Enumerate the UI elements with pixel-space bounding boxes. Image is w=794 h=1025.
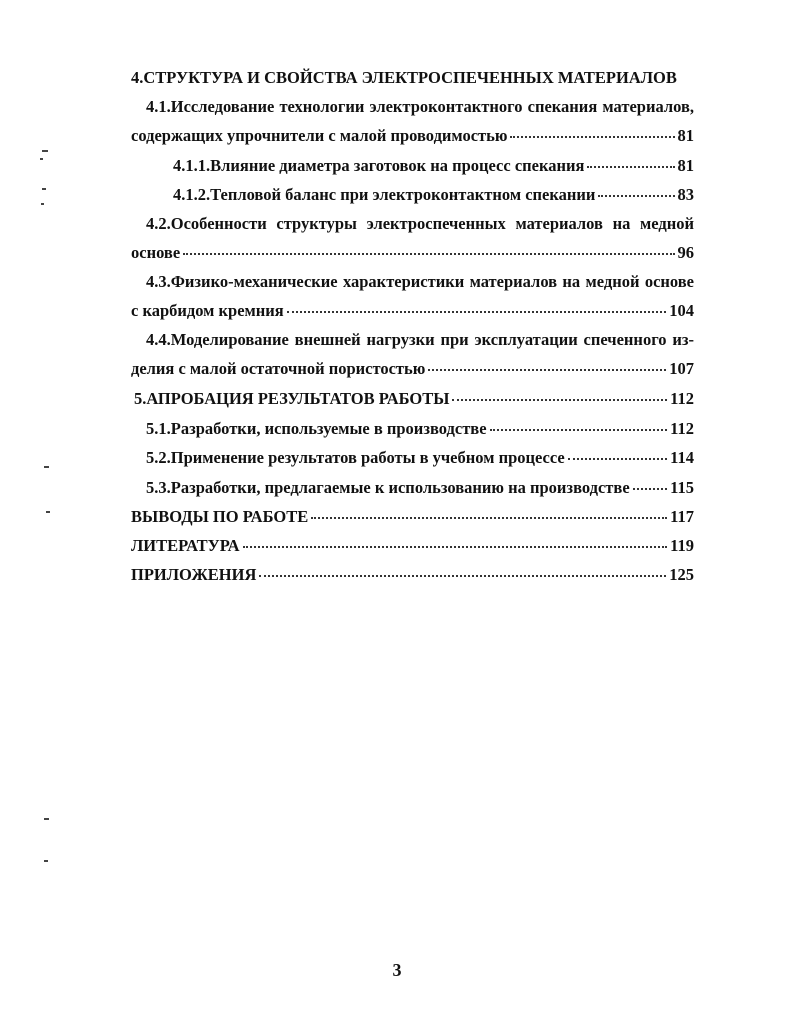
toc-page-number: 115 — [670, 478, 694, 497]
leader-dots — [183, 252, 674, 255]
toc-page-number: 96 — [677, 243, 694, 262]
section-4-heading: 4.СТРУКТУРА И СВОЙСТВА ЭЛЕКТРОСПЕЧЕННЫХ МАТЕРИАЛОВ — [131, 68, 677, 87]
toc-entry-5 — [134, 389, 694, 409]
toc-page-number: 112 — [670, 389, 694, 408]
leader-dots — [311, 516, 667, 519]
toc-page-number: 104 — [669, 301, 694, 320]
scan-mark — [44, 860, 48, 862]
scan-mark — [40, 158, 43, 160]
toc-entry-literature — [131, 536, 694, 556]
page-number: 3 — [392, 960, 402, 980]
leader-dots — [243, 545, 668, 548]
toc-4-3-line1: 4.3.Физико-механические характеристики материалов на медной основе — [146, 272, 694, 291]
toc-page-number: 125 — [669, 565, 694, 584]
leader-dots — [510, 135, 674, 138]
toc-page-number: 107 — [669, 359, 694, 378]
toc-entry-5-1 — [146, 419, 694, 439]
toc-entry-text: 4.1.2.Тепловой баланс при электроконтактном спекании — [173, 185, 596, 204]
toc-entry-text: ЛИТЕРАТУРА — [131, 536, 240, 555]
toc-page-number: 83 — [677, 185, 694, 204]
toc-page-number: 114 — [670, 448, 694, 467]
leader-dots — [598, 194, 674, 197]
toc-entry-4-3 — [131, 301, 694, 321]
toc-entry-4-1 — [131, 126, 694, 146]
scan-mark — [42, 188, 46, 190]
toc-page-number: 119 — [670, 536, 694, 555]
toc-entry-4-4 — [131, 359, 694, 379]
toc-entry-appendices — [131, 565, 694, 585]
toc-page-number: 112 — [670, 419, 694, 438]
toc-entry-4-2 — [131, 243, 694, 263]
toc-entry-text: 5.2.Применение результатов работы в учебном процессе — [146, 448, 565, 467]
toc-entry-conclusions — [131, 507, 694, 527]
toc-entry-text: 4.1.1.Влияние диаметра заготовок на процесс спекания — [173, 156, 585, 175]
toc-entry-4-1-2 — [173, 185, 694, 205]
toc-entry-text: ВЫВОДЫ ПО РАБОТЕ — [131, 507, 309, 526]
scan-mark — [44, 818, 49, 820]
toc-4-2-line2: основе — [131, 243, 181, 262]
toc-4-1-line1: 4.1.Исследование технологии электроконтактного спекания материалов, — [146, 97, 694, 116]
toc-entry-text: 5.АПРОБАЦИЯ РЕЗУЛЬТАТОВ РАБОТЫ — [134, 389, 450, 408]
toc-4-1-line2: содержащих упрочнители с малой проводимостью — [131, 126, 508, 145]
toc-entry-5-3 — [146, 478, 694, 498]
scan-mark — [44, 466, 49, 468]
toc-4-4-line1: 4.4.Моделирование внешней нагрузки при эксплуатации спеченного из- — [146, 330, 694, 349]
leader-dots — [287, 310, 667, 313]
leader-dots — [587, 165, 674, 168]
toc-entry-5-2 — [146, 448, 694, 468]
leader-dots — [452, 398, 667, 401]
toc-4-3-line2: с карбидом кремния — [131, 301, 284, 320]
toc-entry-text: 5.1.Разработки, используемые в производстве — [146, 419, 487, 438]
leader-dots — [490, 428, 668, 431]
toc-page-number: 81 — [677, 156, 694, 175]
leader-dots — [259, 574, 666, 577]
toc-entry-text: 5.3.Разработки, предлагаемые к использованию на производстве — [146, 478, 630, 497]
toc-entry-text: ПРИЛОЖЕНИЯ — [131, 565, 257, 584]
leader-dots — [568, 457, 667, 460]
leader-dots — [633, 487, 668, 490]
scan-mark — [41, 203, 44, 205]
toc-page-number: 117 — [670, 507, 694, 526]
toc-4-4-line2: делия с малой остаточной пористостью — [131, 359, 426, 378]
toc-entry-4-1-1 — [173, 156, 694, 176]
toc-4-2-line1: 4.2.Особенности структуры электроспеченных материалов на медной — [146, 214, 694, 233]
scan-mark — [42, 150, 48, 152]
scan-mark — [46, 511, 50, 513]
toc-page-number: 81 — [677, 126, 694, 145]
leader-dots — [428, 368, 666, 371]
